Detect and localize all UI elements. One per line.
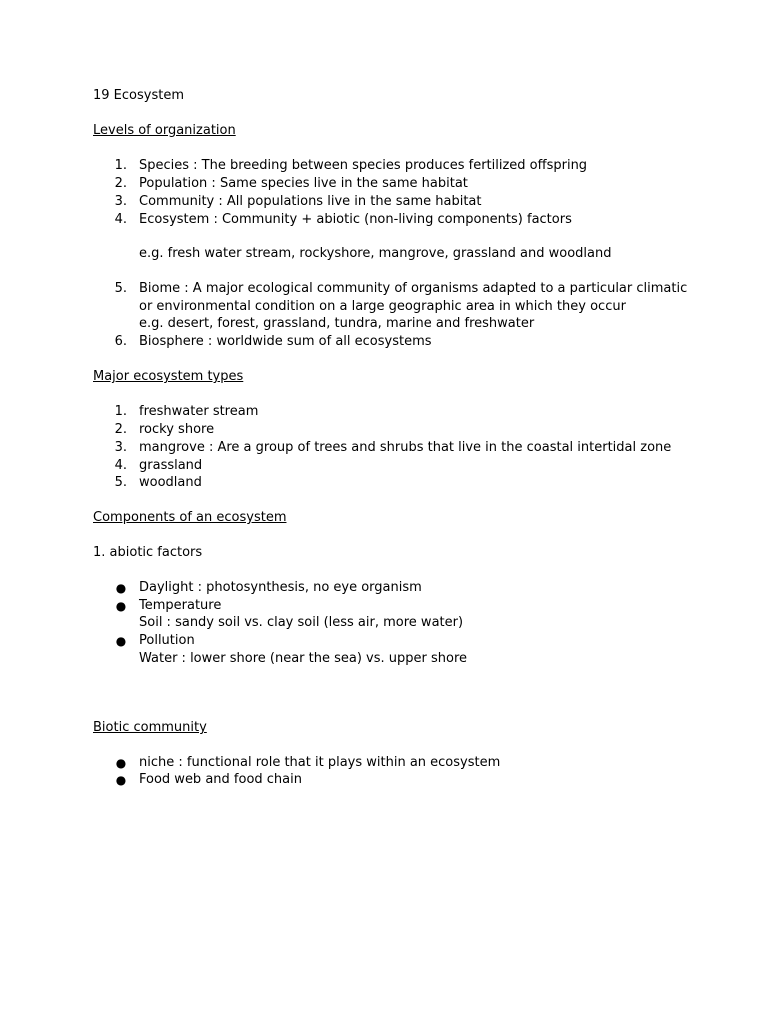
list-item: woodland bbox=[139, 475, 202, 490]
bullet-continuation: Water : lower shore (near the sea) vs. upper shore bbox=[139, 651, 468, 666]
list-item: mangrove : Are a group of trees and shrubs that live in the coastal intertidal zone bbox=[139, 440, 672, 455]
list-item: freshwater stream bbox=[139, 404, 259, 419]
list-number: 1. bbox=[114, 404, 127, 419]
list-number: 5. bbox=[114, 281, 127, 296]
list-item: Biosphere : worldwide sum of all ecosystems bbox=[139, 334, 432, 349]
bullet-continuation: Soil : sandy soil vs. clay soil (less air, more water) bbox=[139, 615, 464, 630]
bullet-item: Food web and food chain bbox=[139, 772, 302, 787]
list-item: Community : All populations live in the same habitat bbox=[139, 194, 482, 209]
section-heading-types: Major ecosystem types bbox=[93, 369, 244, 384]
bullet-icon: ● bbox=[115, 756, 127, 770]
list-number: 4. bbox=[114, 458, 127, 473]
subheading-abiotic: 1. abiotic factors bbox=[93, 545, 203, 560]
bullet-icon: ● bbox=[115, 581, 127, 595]
list-item: Species : The breeding between species produces fertilized offspring bbox=[139, 158, 588, 173]
list-number: 5. bbox=[114, 475, 127, 490]
section-heading-components: Components of an ecosystem bbox=[93, 510, 287, 525]
list-number: 3. bbox=[114, 194, 127, 209]
list-number: 2. bbox=[114, 176, 127, 191]
bullet-icon: ● bbox=[115, 634, 127, 648]
bullet-item: Temperature bbox=[139, 598, 222, 613]
list-item-line: Biome : A major ecological community of organisms adapted to a particular climatic bbox=[139, 281, 688, 296]
list-item-line: or environmental condition on a large geographic area in which they occur bbox=[139, 299, 626, 314]
bullet-icon: ● bbox=[115, 773, 127, 787]
bullet-icon: ● bbox=[115, 599, 127, 613]
list-number: 1. bbox=[114, 158, 127, 173]
bullet-item: Pollution bbox=[139, 633, 195, 648]
list-item: Ecosystem : Community + abiotic (non-living components) factors bbox=[139, 212, 572, 227]
example-text: e.g. fresh water stream, rockyshore, mangrove, grassland and woodland bbox=[139, 246, 612, 261]
list-number: 4. bbox=[114, 212, 127, 227]
bullet-item: niche : functional role that it plays within an ecosystem bbox=[139, 755, 501, 770]
list-item: rocky shore bbox=[139, 422, 215, 437]
list-number: 3. bbox=[114, 440, 127, 455]
list-item-line: e.g. desert, forest, grassland, tundra, marine and freshwater bbox=[139, 316, 535, 331]
list-item: grassland bbox=[139, 458, 203, 473]
bullet-item: Daylight : photosynthesis, no eye organism bbox=[139, 580, 422, 595]
list-item: Population : Same species live in the same habitat bbox=[139, 176, 468, 191]
list-number: 2. bbox=[114, 422, 127, 437]
section-heading-biotic: Biotic community bbox=[93, 720, 207, 735]
list-number: 6. bbox=[114, 334, 127, 349]
section-heading-levels: Levels of organization bbox=[93, 123, 236, 138]
document-title: 19 Ecosystem bbox=[93, 88, 184, 103]
